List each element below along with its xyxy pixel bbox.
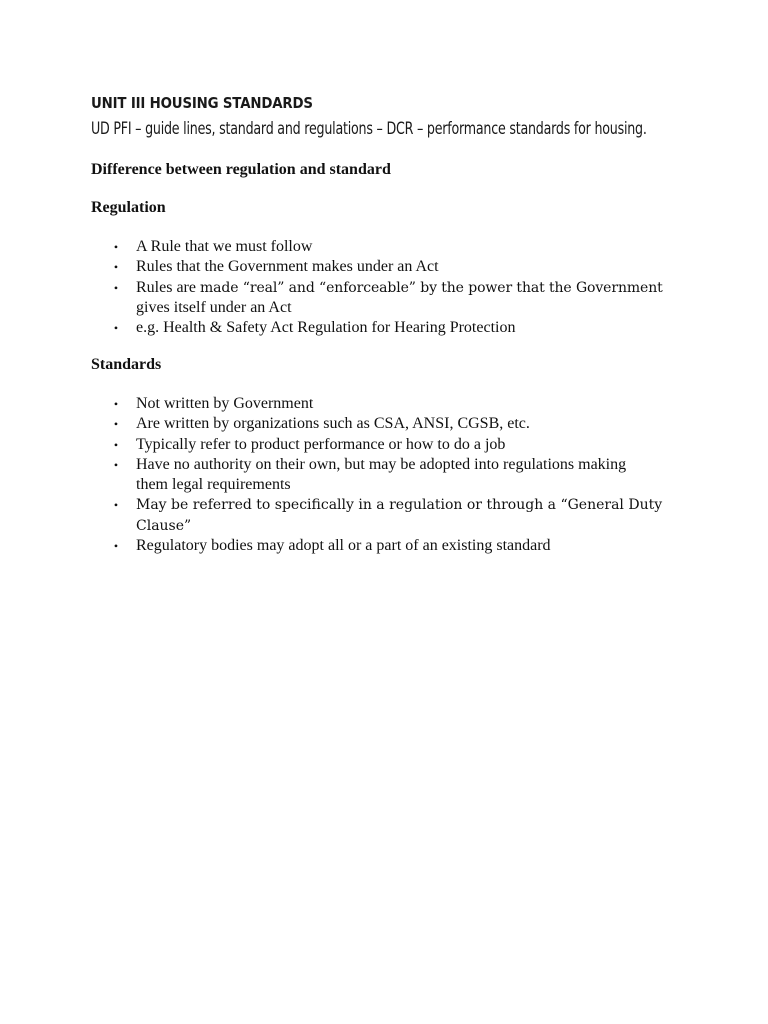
bullet-icon: •: [113, 321, 119, 336]
list-item-text-a: Have no authority on their own, but may be adopted into regulations making: [136, 455, 627, 473]
bullet-icon: •: [113, 240, 119, 254]
list-item-text: Typically refer to product performance or how to do a job: [136, 435, 506, 453]
list-item: [110, 455, 670, 496]
document-subtitle: UD PFI – guide lines, standard and regulations – DCR – performance standards for housing.: [91, 119, 647, 139]
list-item-text: Are written by organizations such as CSA, ANSI, CGSB, etc.: [136, 415, 530, 433]
bullet-icon: •: [113, 457, 119, 472]
list-item-text-a: Rules are: [136, 278, 200, 296]
bullet-icon: •: [113, 260, 119, 275]
list-item: [110, 394, 670, 414]
section-heading: Difference between regulation and standard: [91, 161, 391, 178]
list-item-text: e.g. Health & Safety Act Regulation for Hearing Protection: [136, 319, 516, 337]
bullet-icon: •: [113, 397, 119, 411]
regulation-list: [110, 237, 670, 338]
list-item-text: Rules that the Government makes under an Act: [136, 258, 439, 276]
list-item-text: Regulatory bodies may adopt all or a part of an existing standard: [136, 537, 551, 555]
standards-heading: Standards: [91, 356, 162, 373]
list-item: [110, 414, 670, 434]
list-item-text: A Rule that we must follow: [136, 238, 313, 255]
standards-list: [110, 394, 670, 556]
regulation-heading: Regulation: [91, 199, 166, 216]
list-item-text-b: Clause”: [136, 517, 192, 534]
list-item: [110, 257, 670, 277]
list-item-text-c: gives itself under an Act: [136, 298, 292, 316]
bullet-icon: •: [113, 417, 119, 432]
list-item-text: Not written by Government: [136, 395, 314, 412]
list-item-text-a: May be referred to specifically in a regulation or through a “General Duty: [136, 497, 663, 514]
bullet-icon: •: [113, 498, 119, 513]
bullet-icon: •: [113, 437, 119, 452]
document-title: UNIT III HOUSING STANDARDS: [91, 94, 313, 112]
list-item: [110, 278, 670, 319]
list-item: [110, 318, 670, 338]
list-item: [110, 536, 670, 556]
list-item: [110, 237, 670, 257]
list-item-text-b: made “real” and “enforceable” by the power that the Government: [199, 279, 663, 296]
list-item: [110, 435, 670, 455]
bullet-icon: •: [113, 539, 119, 554]
list-item-text-b: them legal requirements: [136, 476, 291, 494]
bullet-icon: •: [113, 280, 119, 295]
list-item: [110, 495, 670, 536]
